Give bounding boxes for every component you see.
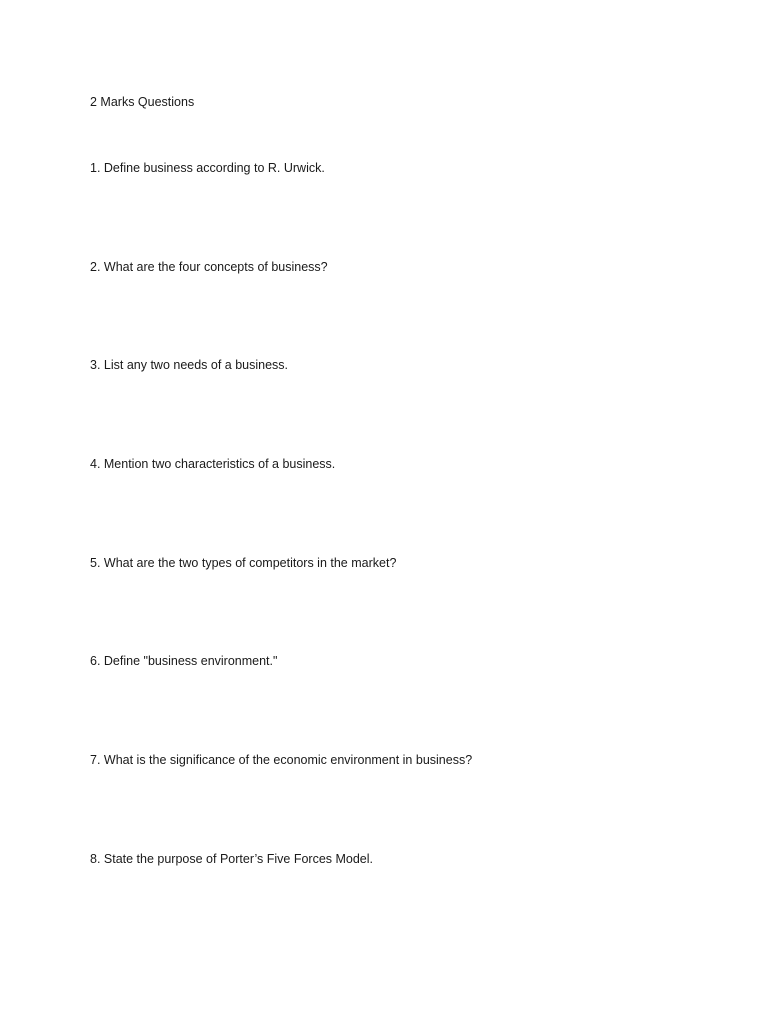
- question-item: 7. What is the significance of the economic environment in business?: [90, 753, 473, 768]
- question-item: 2. What are the four concepts of business?: [90, 259, 328, 274]
- question-item: 5. What are the two types of competitors in the market?: [90, 555, 397, 570]
- question-item: 6. Define "business environment.": [90, 654, 278, 669]
- section-heading: 2 Marks Questions: [90, 95, 195, 109]
- question-list: [90, 160, 730, 950]
- question-item: 3. List any two needs of a business.: [90, 358, 289, 373]
- question-item: 4. Mention two characteristics of a business.: [90, 457, 336, 472]
- question-item: 8. State the purpose of Porter’s Five Forces Model.: [90, 851, 374, 866]
- question-item: 1. Define business according to R. Urwick.: [90, 161, 325, 175]
